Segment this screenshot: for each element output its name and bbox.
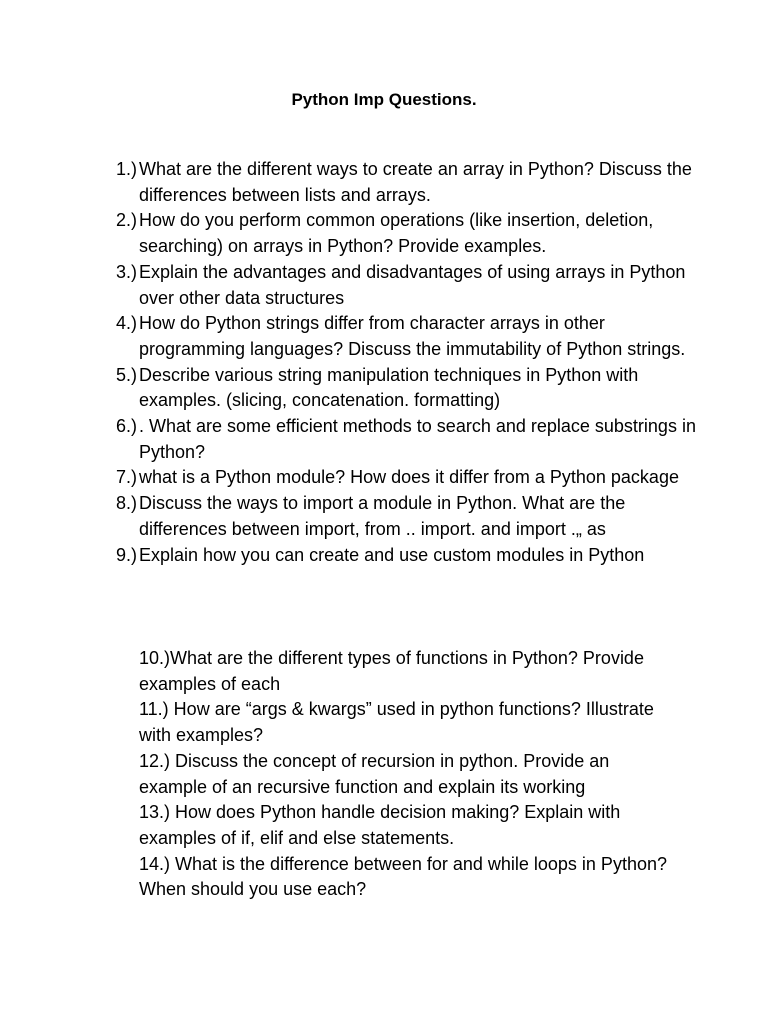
continued-question-list <box>139 646 679 903</box>
question-number: 5.) <box>116 364 138 385</box>
question-text: How do you perform common operations (like insertion, deletion, searching) on arrays in Python? Provide examples. <box>139 210 654 257</box>
question-item-5 <box>116 363 696 414</box>
question-item-7 <box>116 465 696 491</box>
question-item-6 <box>116 414 696 465</box>
question-text: Explain how you can create and use custom modules in Python <box>139 544 645 565</box>
question-text: . What are some efficient methods to search and replace substrings in Python? <box>139 416 696 462</box>
question-item-1 <box>116 157 696 208</box>
question-item-12: 12.) Discuss the concept of recursion in python. Provide an example of an recursive function and explain its working <box>139 750 610 797</box>
question-text: Explain the advantages and disadvantages of using arrays in Python over other data structures <box>139 261 686 308</box>
question-item-8 <box>116 491 696 542</box>
question-text: Discuss the ways to import a module in Python. What are the differences between import, from .. import. and import .„ as <box>139 493 626 539</box>
question-text: Describe various string manipulation techniques in Python with examples. (slicing, concatenation. formatting) <box>139 364 639 411</box>
question-text: What are the different ways to create an array in Python? Discuss the differences between lists and arrays. <box>139 159 692 205</box>
question-item-13: 13.) How does Python handle decision making? Explain with examples of if, elif and else statements. <box>139 802 621 848</box>
question-number: 4.) <box>116 313 138 334</box>
question-number: 8.) <box>116 493 138 514</box>
question-number: 7.) <box>116 467 138 488</box>
question-number: 3.) <box>116 261 138 282</box>
question-text: How do Python strings differ from character arrays in other programming languages? Discuss the immutability of Python strings. <box>139 313 686 359</box>
numbered-question-list <box>116 157 696 568</box>
document-title: Python Imp Questions. <box>291 90 477 109</box>
question-item-11: 11.) How are “args & kwargs” used in python functions? Illustrate with examples? <box>139 699 654 746</box>
question-item-9 <box>116 543 696 569</box>
question-item-4 <box>116 311 696 362</box>
question-item-10: 10.)What are the different types of functions in Python? Provide examples of each <box>139 648 644 694</box>
question-number: 9.) <box>116 544 138 565</box>
question-item-14: 14.) What is the difference between for and while loops in Python? When should you use each? <box>139 853 667 900</box>
question-text: what is a Python module? How does it differ from a Python package <box>139 467 679 488</box>
question-item-2 <box>116 208 696 259</box>
question-item-3 <box>116 260 696 311</box>
question-number: 6.) <box>116 416 138 437</box>
question-number: 1.) <box>116 159 138 179</box>
question-number: 2.) <box>116 210 138 231</box>
